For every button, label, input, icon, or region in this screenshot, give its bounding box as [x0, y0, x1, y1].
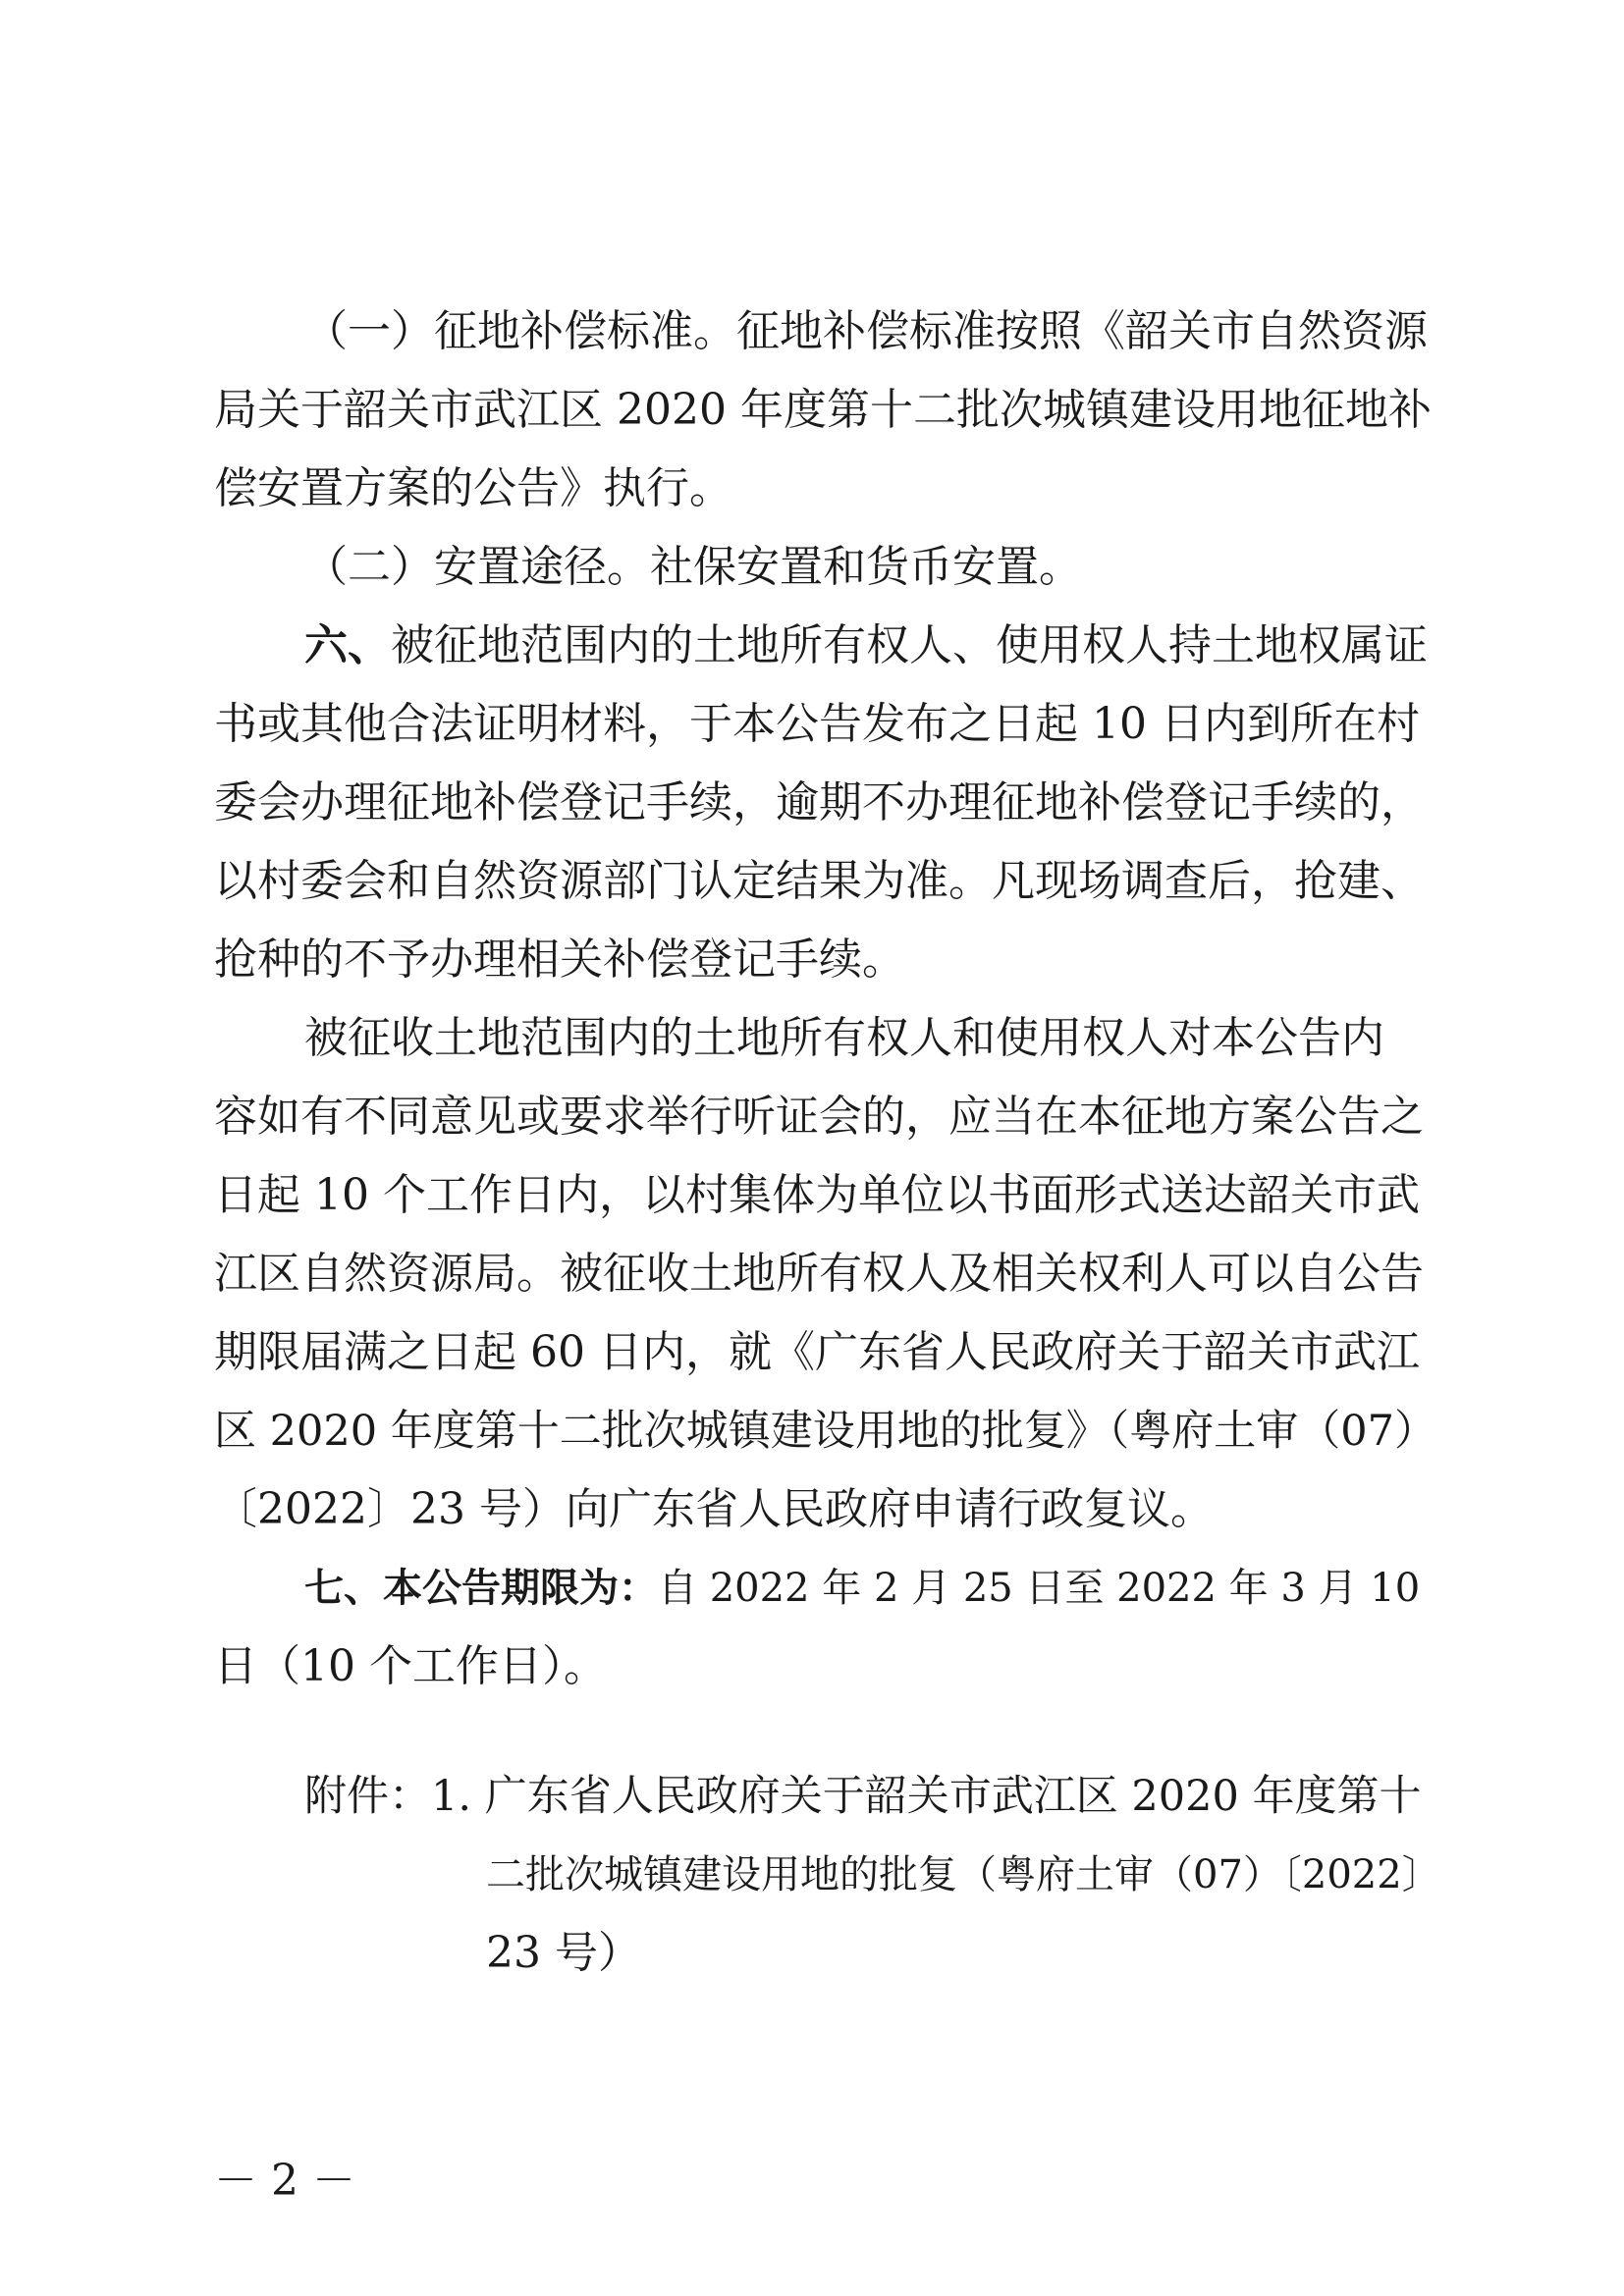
attachment-line1 — [304, 1767, 1421, 1826]
para2-line6: 区 2020 年度第十二批次城镇建设用地的批复》（粤府土审（07） — [214, 1407, 1436, 1456]
attachment-line3: 23 号） — [486, 1928, 641, 1978]
sec7-line2: 日（10 个工作日）。 — [214, 1641, 607, 1691]
para2-line1: 被征收土地范围内的土地所有权人和使用权人对本公告内 — [304, 1013, 1384, 1063]
sec7-heading: 七、本公告期限为： — [304, 1565, 658, 1611]
attachment-line1-text: 广东省人民政府关于韶关市武江区 2020 年度第十 — [484, 1772, 1422, 1821]
attachment-label: 附件：1. — [304, 1772, 472, 1821]
para2-line3: 日起 10 个工作日内，以村集体为单位以书面形式送达韶关市武 — [214, 1170, 1420, 1220]
sec6-heading: 六、 — [304, 620, 391, 670]
sec6-line5: 抢种的不予办理相关补偿登记手续。 — [214, 934, 905, 985]
para2-line5: 期限届满之日起 60 日内，就《广东省人民政府关于韶关市武江 — [214, 1327, 1420, 1377]
attachment-line2: 二批次城镇建设用地的批复（粤府土审（07）〔2022〕 — [486, 1852, 1441, 1897]
sec6-line2: 书或其他合法证明材料，于本公告发布之日起 10 日内到所在村 — [214, 699, 1420, 749]
sec5-item1-line3: 偿安置方案的公告》执行。 — [214, 463, 732, 513]
sec5-item2: （二）安置途径。社保安置和货币安置。 — [304, 542, 1082, 592]
page-number: － 2 － — [214, 2156, 355, 2206]
para2-line2: 容如有不同意见或要求举行听证会的，应当在本征地方案公告之 — [214, 1092, 1424, 1142]
sec5-item1-line1: （一）征地补偿标准。征地补偿标准按照《韶关市自然资源 — [304, 306, 1428, 356]
sec5-item1-line2: 局关于韶关市武江区 2020 年度第十二批次城镇建设用地征地补 — [214, 385, 1432, 435]
sec7-line1-text: 自 2022 年 2 月 25 日至 2022 年 3 月 10 — [658, 1566, 1421, 1611]
sec6-line3: 委会办理征地补偿登记手续，逾期不办理征地补偿登记手续的， — [214, 777, 1424, 828]
sec6-line4: 以村委会和自然资源部门认定结果为准。凡现场调查后，抢建、 — [214, 856, 1424, 906]
para2-line7: 〔2022〕23 号）向广东省人民政府申请行政复议。 — [214, 1484, 1214, 1534]
sec6-line1 — [304, 616, 1428, 675]
sec6-line1-text: 被征地范围内的土地所有权人、使用权人持土地权属证 — [391, 620, 1428, 670]
para2-line4: 江区自然资源局。被征收土地所有权人及相关权利人可以自公告 — [214, 1249, 1424, 1299]
sec7-line1 — [304, 1559, 1420, 1618]
